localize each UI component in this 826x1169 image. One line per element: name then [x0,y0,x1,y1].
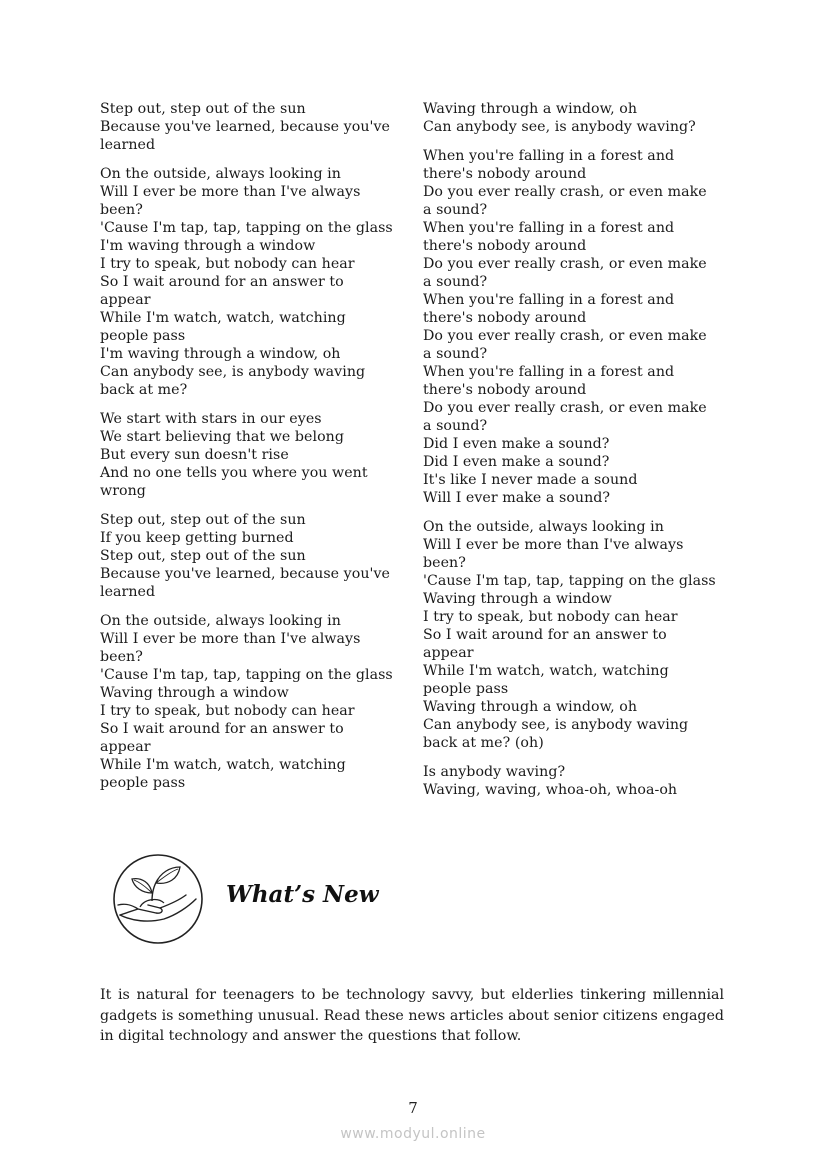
lyric-line: Do you ever really crash, or even make [423,328,707,344]
lyric-line: learned [100,584,156,600]
lyric-line: When you're falling in a forest and [423,292,675,308]
lyric-line: there's nobody around [423,166,587,182]
lyric-line: I try to speak, but nobody can hear [100,256,355,272]
lyric-line: 'Cause I'm tap, tap, tapping on the glass [100,667,393,683]
section-title: What’s New [226,881,379,908]
lyric-line: there's nobody around [423,310,587,326]
watermark: www.modyul.online [340,1126,486,1142]
lyric-stanza [100,100,408,154]
lyric-line: there's nobody around [423,238,587,254]
lyric-line: Waving through a window, oh [423,101,638,117]
lyric-line: Can anybody see, is anybody waving [423,717,689,733]
lyric-line: been? [100,202,143,218]
lyric-line: It's like I never made a sound [423,472,638,488]
lyric-stanza [423,763,731,799]
lyric-line: On the outside, always looking in [100,166,341,182]
lyric-line: I try to speak, but nobody can hear [100,703,355,719]
intro-paragraph: It is natural for teenagers to be technology savvy, but elderlies tinkering millennial gadgets is something unusual. Read these news articles about senior citizens engaged in digital technology and answer the questions that follow. [100,987,724,1044]
hand-holding-sprout-icon [112,853,204,945]
lyric-line: Can anybody see, is anybody waving [100,364,366,380]
lyric-line: Is anybody waving? [423,764,566,780]
lyric-line: a sound? [423,274,488,290]
lyric-line: I'm waving through a window, oh [100,346,341,362]
lyric-line: When you're falling in a forest and [423,148,675,164]
lyric-line: back at me? [100,382,188,398]
lyric-line: 'Cause I'm tap, tap, tapping on the glass [423,573,716,589]
lyric-line: I try to speak, but nobody can hear [423,609,678,625]
lyric-stanza [100,410,408,500]
lyric-line: Do you ever really crash, or even make [423,400,707,416]
lyrics-right-column [423,100,731,810]
lyric-line: Did I even make a sound? [423,436,610,452]
lyric-line: Step out, step out of the sun [100,101,306,117]
lyric-stanza [423,100,731,136]
lyric-line: Waving through a window, oh [423,699,638,715]
lyric-line: Waving, waving, whoa-oh, whoa-oh [423,782,678,798]
lyrics-left-column [100,100,408,803]
lyric-line: On the outside, always looking in [423,519,664,535]
lyric-line: We start with stars in our eyes [100,411,322,427]
lyric-line: Can anybody see, is anybody waving? [423,119,696,135]
lyric-line: people pass [100,328,186,344]
lyric-line: Step out, step out of the sun [100,512,306,528]
lyric-line: appear [100,292,151,308]
lyric-line: a sound? [423,202,488,218]
lyric-line: Did I even make a sound? [423,454,610,470]
lyric-line: Waving through a window [100,685,289,701]
lyric-line: So I wait around for an answer to [423,627,667,643]
lyric-stanza [423,147,731,507]
lyric-line: Because you've learned, because you've [100,566,390,582]
lyric-line: people pass [423,681,509,697]
lyric-stanza [423,518,731,752]
lyric-line: a sound? [423,418,488,434]
lyric-line: And no one tells you where you went [100,465,368,481]
lyric-line: Waving through a window [423,591,612,607]
lyric-stanza [100,511,408,601]
lyric-line: Do you ever really crash, or even make [423,184,707,200]
lyric-line: If you keep getting burned [100,530,294,546]
lyric-line: a sound? [423,346,488,362]
lyric-line: On the outside, always looking in [100,613,341,629]
lyric-line: Step out, step out of the sun [100,548,306,564]
lyric-line: So I wait around for an answer to [100,274,344,290]
lyric-stanza [100,165,408,399]
page-number: 7 [408,1099,418,1117]
lyric-line: Will I ever be more than I've always [100,631,361,647]
lyric-line: been? [423,555,466,571]
lyric-line: appear [423,645,474,661]
lyric-line: While I'm watch, watch, watching [423,663,669,679]
lyric-line: people pass [100,775,186,791]
lyric-line: wrong [100,483,146,499]
lyric-line: Will I ever be more than I've always [100,184,361,200]
lyric-line: been? [100,649,143,665]
lyric-line: When you're falling in a forest and [423,220,675,236]
lyric-line: Will I ever make a sound? [423,490,611,506]
lyric-line: learned [100,137,156,153]
lyric-line: back at me? (oh) [423,735,544,751]
lyric-line: While I'm watch, watch, watching [100,310,346,326]
lyric-stanza [100,612,408,792]
lyric-line: So I wait around for an answer to [100,721,344,737]
lyric-line: I'm waving through a window [100,238,316,254]
lyric-line: We start believing that we belong [100,429,344,445]
lyric-line: 'Cause I'm tap, tap, tapping on the glass [100,220,393,236]
lyric-line: Do you ever really crash, or even make [423,256,707,272]
lyric-line: When you're falling in a forest and [423,364,675,380]
lyric-line: While I'm watch, watch, watching [100,757,346,773]
lyric-line: appear [100,739,151,755]
lyric-line: Will I ever be more than I've always [423,537,684,553]
lyric-line: But every sun doesn't rise [100,447,289,463]
lyric-line: there's nobody around [423,382,587,398]
lyric-line: Because you've learned, because you've [100,119,390,135]
